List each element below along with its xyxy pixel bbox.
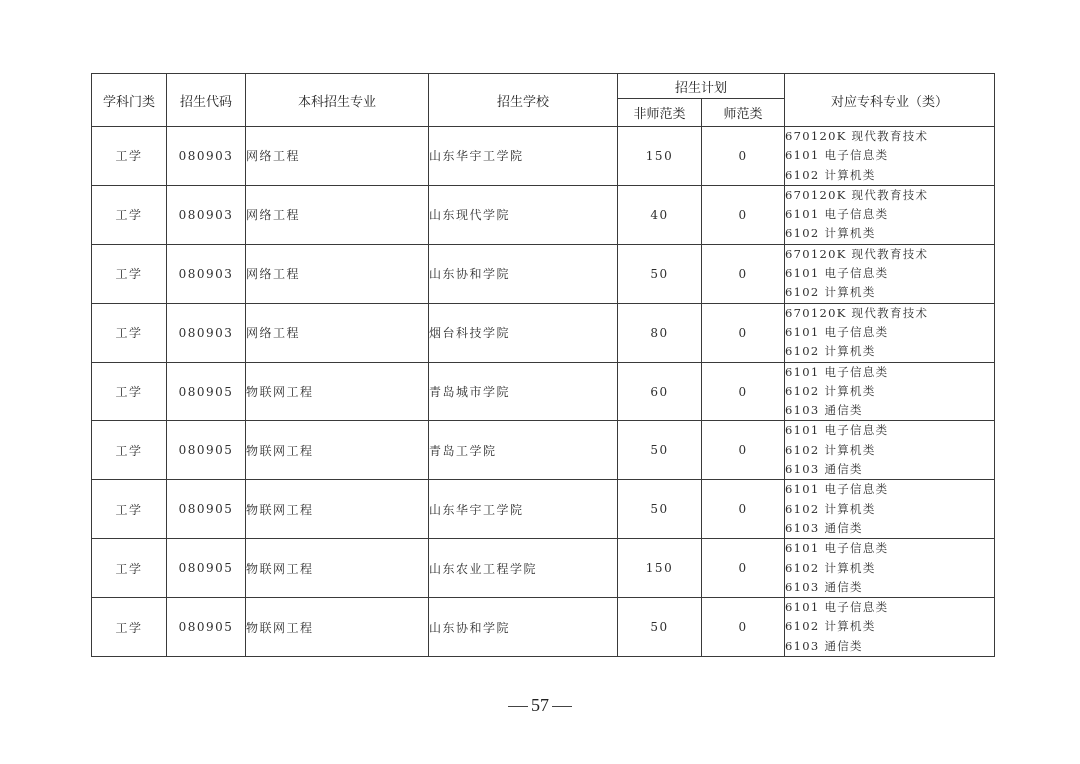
cell-major: 物联网工程 xyxy=(246,480,429,539)
vocational-major-item: 6102 计算机类 xyxy=(785,226,876,241)
cell-school: 山东现代学院 xyxy=(429,185,618,244)
cell-non-normal: 50 xyxy=(618,421,702,480)
cell-major: 网络工程 xyxy=(246,303,429,362)
table-row xyxy=(92,244,995,303)
cell-vocational-majors xyxy=(785,185,995,244)
cell-discipline: 工学 xyxy=(92,127,167,186)
cell-major: 物联网工程 xyxy=(246,362,429,421)
cell-code: 080905 xyxy=(167,421,246,480)
vocational-major-item: 6103 通信类 xyxy=(785,462,863,477)
vocational-major-item: 6102 计算机类 xyxy=(785,501,876,516)
cell-vocational-majors xyxy=(785,480,995,539)
header-non-normal: 非师范类 xyxy=(618,99,702,127)
header-plan-group: 招生计划 xyxy=(618,74,785,99)
vocational-major-item: 6101 电子信息类 xyxy=(785,266,889,281)
cell-school: 烟台科技学院 xyxy=(429,303,618,362)
cell-discipline: 工学 xyxy=(92,244,167,303)
dash-left-decoration xyxy=(508,706,528,707)
vocational-major-item: 6102 计算机类 xyxy=(785,285,876,300)
page-number: 57 xyxy=(531,695,549,715)
cell-vocational-majors xyxy=(785,362,995,421)
vocational-major-item: 6103 通信类 xyxy=(785,520,863,535)
table-body xyxy=(92,127,995,657)
cell-major: 网络工程 xyxy=(246,127,429,186)
vocational-major-item: 6101 电子信息类 xyxy=(785,600,889,615)
cell-major: 网络工程 xyxy=(246,244,429,303)
vocational-major-item: 6102 计算机类 xyxy=(785,383,876,398)
header-discipline: 学科门类 xyxy=(92,74,167,127)
cell-non-normal: 50 xyxy=(618,244,702,303)
cell-normal: 0 xyxy=(702,244,785,303)
table-row xyxy=(92,421,995,480)
cell-discipline: 工学 xyxy=(92,421,167,480)
header-school: 招生学校 xyxy=(429,74,618,127)
cell-non-normal: 150 xyxy=(618,127,702,186)
vocational-major-item: 6102 计算机类 xyxy=(785,344,876,359)
dash-right-decoration xyxy=(552,706,572,707)
header-major: 本科招生专业 xyxy=(246,74,429,127)
cell-non-normal: 60 xyxy=(618,362,702,421)
vocational-major-item: 670120K 现代教育技术 xyxy=(785,246,929,261)
cell-code: 080905 xyxy=(167,539,246,598)
cell-normal: 0 xyxy=(702,127,785,186)
cell-non-normal: 80 xyxy=(618,303,702,362)
cell-school: 山东华宇工学院 xyxy=(429,127,618,186)
vocational-major-item: 6102 计算机类 xyxy=(785,167,876,182)
vocational-major-item: 670120K 现代教育技术 xyxy=(785,305,929,320)
cell-code: 080903 xyxy=(167,185,246,244)
header-vocational-major: 对应专科专业（类） xyxy=(785,74,995,127)
vocational-major-item: 670120K 现代教育技术 xyxy=(785,129,929,143)
cell-vocational-majors xyxy=(785,127,995,186)
cell-discipline: 工学 xyxy=(92,303,167,362)
cell-code: 080905 xyxy=(167,480,246,539)
cell-normal: 0 xyxy=(702,303,785,362)
cell-discipline: 工学 xyxy=(92,598,167,657)
cell-vocational-majors xyxy=(785,539,995,598)
cell-major: 物联网工程 xyxy=(246,598,429,657)
cell-normal: 0 xyxy=(702,421,785,480)
cell-major: 物联网工程 xyxy=(246,421,429,480)
cell-vocational-majors xyxy=(785,303,995,362)
cell-school: 山东协和学院 xyxy=(429,244,618,303)
cell-vocational-majors xyxy=(785,244,995,303)
table-header xyxy=(92,74,995,127)
cell-normal: 0 xyxy=(702,539,785,598)
cell-discipline: 工学 xyxy=(92,362,167,421)
cell-school: 青岛工学院 xyxy=(429,421,618,480)
table-row xyxy=(92,185,995,244)
table-row xyxy=(92,598,995,657)
vocational-major-item: 6102 计算机类 xyxy=(785,560,876,575)
cell-code: 080903 xyxy=(167,244,246,303)
table-row xyxy=(92,303,995,362)
table-row xyxy=(92,480,995,539)
cell-normal: 0 xyxy=(702,362,785,421)
cell-major: 网络工程 xyxy=(246,185,429,244)
cell-non-normal: 50 xyxy=(618,598,702,657)
vocational-major-item: 6101 电子信息类 xyxy=(785,148,889,163)
cell-non-normal: 50 xyxy=(618,480,702,539)
cell-normal: 0 xyxy=(702,185,785,244)
table-row xyxy=(92,539,995,598)
cell-code: 080905 xyxy=(167,362,246,421)
cell-normal: 0 xyxy=(702,480,785,539)
vocational-major-item: 6102 计算机类 xyxy=(785,442,876,457)
cell-school: 青岛城市学院 xyxy=(429,362,618,421)
cell-discipline: 工学 xyxy=(92,480,167,539)
header-code: 招生代码 xyxy=(167,74,246,127)
vocational-major-item: 6101 电子信息类 xyxy=(785,324,889,339)
cell-code: 080903 xyxy=(167,127,246,186)
enrollment-plan-table xyxy=(91,73,995,657)
page-footer xyxy=(0,695,1080,716)
vocational-major-item: 6103 通信类 xyxy=(785,638,863,653)
table-row xyxy=(92,362,995,421)
cell-non-normal: 40 xyxy=(618,185,702,244)
cell-school: 山东华宇工学院 xyxy=(429,480,618,539)
vocational-major-item: 6101 电子信息类 xyxy=(785,364,889,379)
cell-non-normal: 150 xyxy=(618,539,702,598)
vocational-major-item: 670120K 现代教育技术 xyxy=(785,187,929,202)
cell-discipline: 工学 xyxy=(92,185,167,244)
vocational-major-item: 6101 电子信息类 xyxy=(785,207,889,222)
cell-discipline: 工学 xyxy=(92,539,167,598)
vocational-major-item: 6101 电子信息类 xyxy=(785,482,889,497)
table-row xyxy=(92,127,995,186)
vocational-major-item: 6101 电子信息类 xyxy=(785,541,889,556)
cell-vocational-majors xyxy=(785,598,995,657)
vocational-major-item: 6103 通信类 xyxy=(785,579,863,594)
cell-school: 山东协和学院 xyxy=(429,598,618,657)
cell-vocational-majors xyxy=(785,421,995,480)
vocational-major-item: 6102 计算机类 xyxy=(785,619,876,634)
cell-code: 080903 xyxy=(167,303,246,362)
cell-school: 山东农业工程学院 xyxy=(429,539,618,598)
vocational-major-item: 6101 电子信息类 xyxy=(785,423,889,438)
cell-normal: 0 xyxy=(702,598,785,657)
vocational-major-item: 6103 通信类 xyxy=(785,403,863,418)
cell-major: 物联网工程 xyxy=(246,539,429,598)
cell-code: 080905 xyxy=(167,598,246,657)
header-normal: 师范类 xyxy=(702,99,785,127)
